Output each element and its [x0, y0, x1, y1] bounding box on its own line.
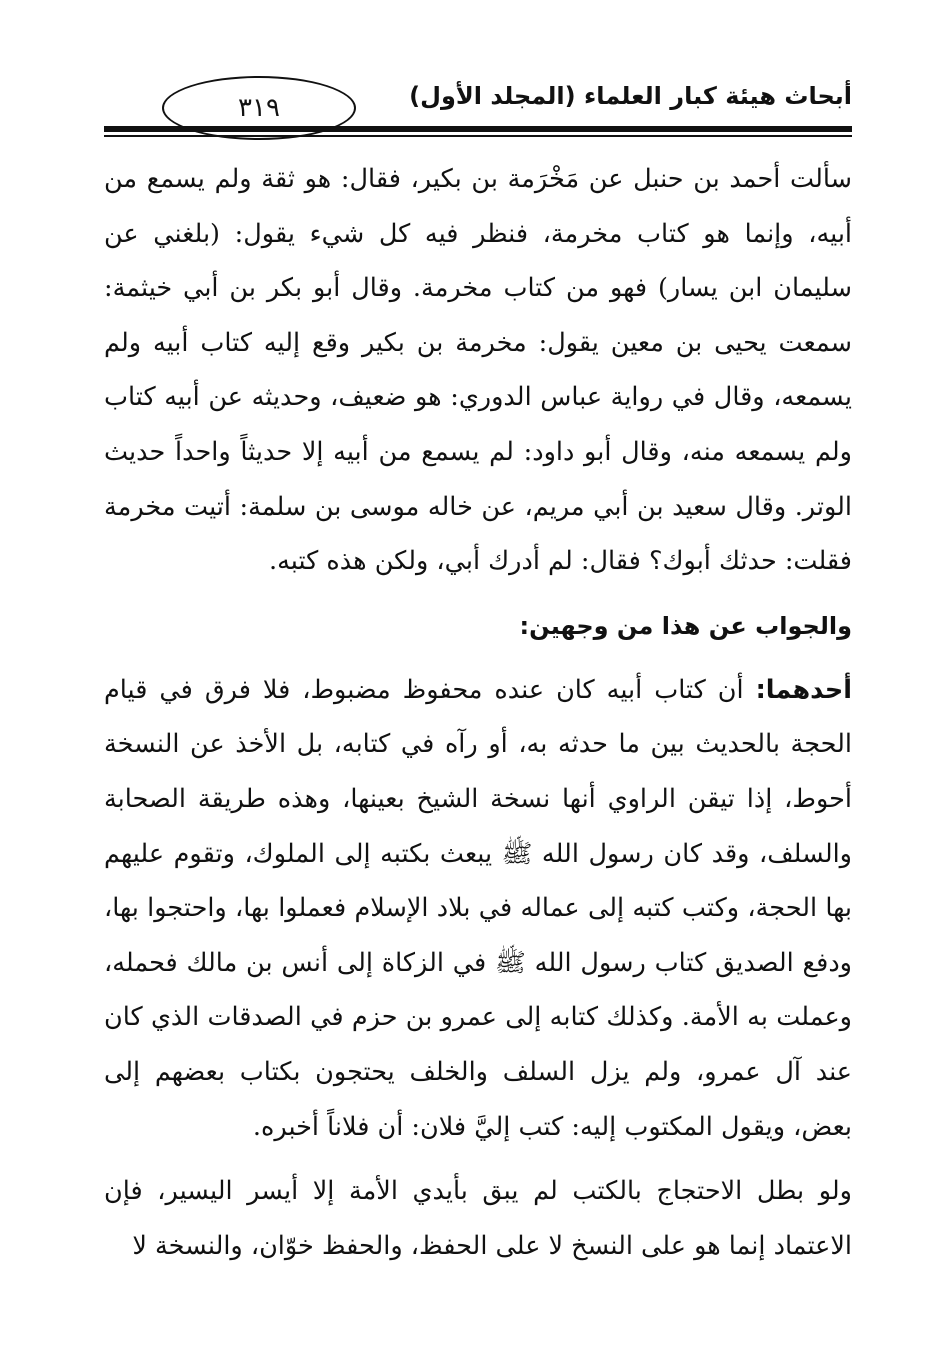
page-body	[104, 152, 852, 1273]
header-rule-thin	[104, 135, 852, 137]
paragraph-narration: سألت أحمد بن حنبل عن مَخْرَمة بن بكير، فقال: هو ثقة ولم يسمع من أبيه، وإنما هو كتاب مخرمة، فنظر فيه كل شيء يقول: (بلغني عن سليمان ابن يسار) فهو من كتاب مخرمة. وقال أبو بكر بن أبي خيثمة: سمعت يحيى بن معين يقول: مخرمة بن بكير وقع إليه كتاب أبيه ولم يسمعه، وقال في رواية عباس الدوري: هو ضعيف، وحديثه عن أبيه كتاب ولم يسمعه منه، وقال أبو داود: لم يسمع من أبيه إلا حديثاً واحداً حديث الوتر. وقال سعيد بن أبي مريم، عن خاله موسى بن سلمة: أتيت مخرمة فقلت: حدثك أبوك؟ فقال: لم أدرك أبي، ولكن هذه كتبه.	[104, 164, 852, 577]
page-header	[104, 62, 852, 148]
paragraph-conclusion: ولو بطل الاحتجاج بالكتب لم يبق بأيدي الأمة إلا أيسر اليسير، فإن الاعتماد إنما هو على النسخ لا على الحفظ، والحفظ خوّان، والنسخة لا	[104, 1176, 852, 1261]
page-number: ٣١٩	[238, 93, 280, 123]
paragraph-lead: أحدهما:	[755, 674, 852, 705]
running-title: أبحاث هيئة كبار العلماء (المجلد الأول)	[409, 82, 852, 110]
header-rule-thick	[104, 126, 852, 132]
paragraph-first-answer-text: أن كتاب أبيه كان عنده محفوظ مضبوط، فلا فرق في قيام الحجة بالحديث بين ما حدثه به، أو رآه في كتابه، بل الأخذ عن النسخة أحوط، إذا تيقن الراوي أنها نسخة الشيخ بعينها، وهذه طريقة الصحابة والسلف، وقد كان رسول الله ﷺ يبعث بكتبه إلى الملوك، وتقوم عليهم بها الحجة، وكتب كتبه إلى عماله في بلاد الإسلام فعملوا بها، واحتجوا بها، ودفع الصديق كتاب رسول الله ﷺ في الزكاة إلى أنس بن مالك فحمله، وعملت به الأمة. وكذلك كتابه إلى عمرو بن حزم في الصدقات الذي كان عند آل عمرو، ولم يزل السلف والخلف يحتجون بكتاب بعضهم إلى بعض، ويقول المكتوب إليه: كتب إليَّ فلان: أن فلاناً أخبره.	[104, 674, 852, 1142]
paragraph-first-answer	[104, 663, 852, 1154]
section-heading: والجواب عن هذا من وجهين:	[519, 611, 852, 640]
